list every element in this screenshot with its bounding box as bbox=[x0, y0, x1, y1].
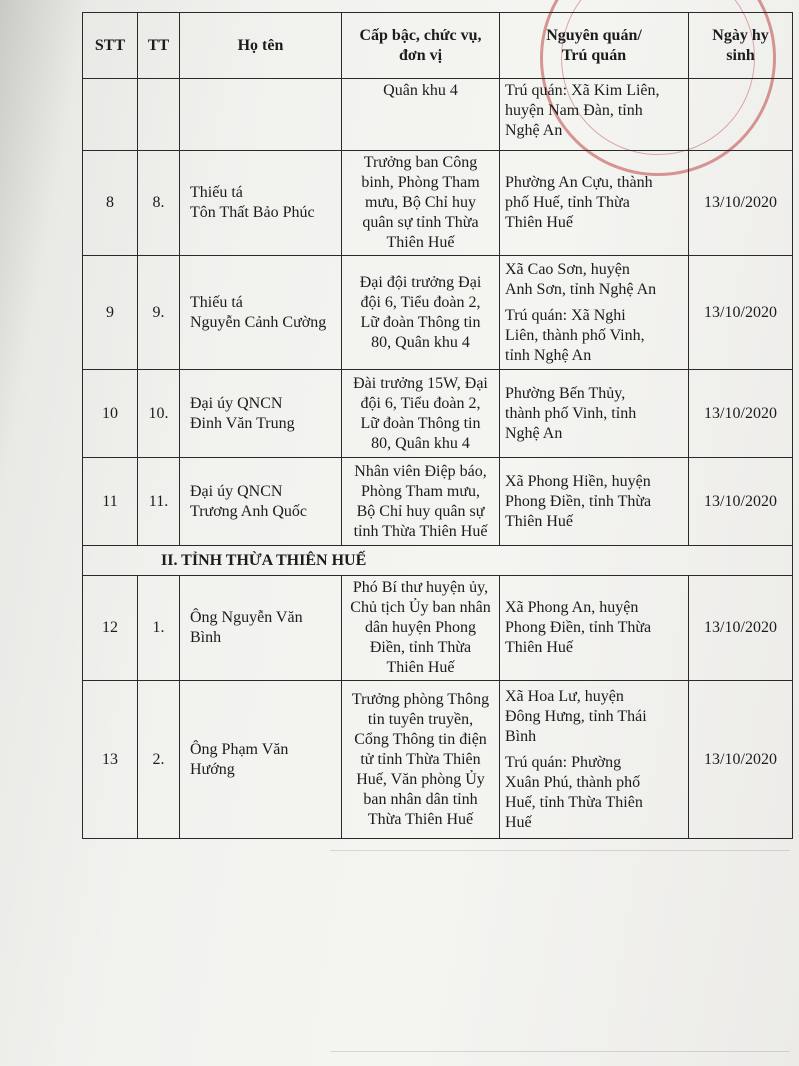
cell-tt: 2. bbox=[138, 681, 180, 839]
text-line: phố Huế, tỉnh Thừa bbox=[505, 194, 630, 211]
text-line: Thiếu tá bbox=[190, 184, 243, 201]
bleed-through-text bbox=[330, 850, 790, 1052]
text-line: tử tỉnh Thừa Thiên bbox=[360, 750, 481, 768]
text-line: Trưởng phòng Thông bbox=[351, 690, 490, 708]
text-line: Thiếu tá bbox=[190, 293, 243, 311]
cell-origin bbox=[500, 681, 689, 839]
text-line: Điền, tỉnh Thừa bbox=[369, 639, 472, 656]
cell-origin bbox=[500, 256, 689, 370]
text-line: Thiên Huế bbox=[505, 639, 573, 656]
table-header-row bbox=[83, 13, 793, 79]
header-stt: STT bbox=[83, 13, 138, 79]
text-line: Phòng Tham mưu, bbox=[360, 482, 481, 500]
cell-rank bbox=[342, 256, 500, 370]
text-line: 80, Quân khu 4 bbox=[371, 333, 470, 351]
cell-stt: 13 bbox=[83, 681, 138, 839]
header-date: Ngày hy sinh bbox=[689, 13, 793, 79]
text-line: Xã Hoa Lư, huyện bbox=[505, 687, 624, 705]
casualty-table bbox=[82, 12, 793, 839]
text-line: Trú quán: Xã Kim Liên, bbox=[505, 82, 660, 99]
text-line: Trú quán: Xã Nghi bbox=[505, 306, 626, 324]
cell-stt: 11 bbox=[83, 458, 138, 546]
text-line: Ông Phạm Văn bbox=[190, 740, 289, 758]
text-line: đội 6, Tiểu đoàn 2, bbox=[360, 394, 481, 412]
text-line: Huế, Văn phòng Ủy bbox=[356, 770, 485, 788]
text-line: Xã Phong Hiền, huyện bbox=[505, 472, 651, 490]
cell-date: 13/10/2020 bbox=[689, 681, 793, 839]
cell-origin bbox=[500, 370, 689, 458]
cell-rank bbox=[342, 681, 500, 839]
text-line: Cổng Thông tin điện bbox=[354, 730, 487, 748]
text-line: Bộ Chỉ huy quân sự bbox=[356, 502, 485, 520]
text-line: Xã Phong An, huyện bbox=[505, 599, 639, 616]
text-line: Bình bbox=[505, 727, 537, 745]
text-line: Phong Điền, tỉnh Thừa bbox=[505, 619, 652, 636]
table-row bbox=[83, 576, 793, 681]
cell-tt: 8. bbox=[138, 151, 180, 256]
header-origin: Nguyên quán/ Trú quán bbox=[500, 13, 689, 79]
cell-name bbox=[180, 681, 342, 839]
text-line: Thiên Huế bbox=[386, 234, 455, 251]
cell-origin bbox=[500, 151, 689, 256]
text-line: Đại úy QNCN bbox=[190, 394, 283, 412]
text-line: Đài trưởng 15W, Đại bbox=[353, 374, 488, 392]
text-line: Nghệ An bbox=[505, 122, 563, 139]
section-row bbox=[83, 546, 793, 576]
text-line: Thiên Huế bbox=[505, 214, 573, 231]
text-line: Đại đội trưởng Đại bbox=[359, 273, 482, 291]
cell-origin bbox=[500, 576, 689, 681]
text-line: Bình bbox=[190, 629, 222, 646]
continuation-rank bbox=[342, 79, 500, 151]
text-line: mưu, Bộ Chỉ huy bbox=[365, 194, 476, 211]
cell-tt: 11. bbox=[138, 458, 180, 546]
cell-date: 13/10/2020 bbox=[689, 151, 793, 256]
cell-date: 13/10/2020 bbox=[689, 576, 793, 681]
text-line: Phó Bí thư huyện ủy, bbox=[352, 579, 489, 596]
table-row bbox=[83, 256, 793, 370]
cell-name bbox=[180, 151, 342, 256]
cell-date: 13/10/2020 bbox=[689, 458, 793, 546]
text-line: Phong Điền, tỉnh Thừa bbox=[505, 492, 652, 510]
cell-stt: 8 bbox=[83, 151, 138, 256]
text-line: Trưởng ban Công bbox=[363, 154, 478, 171]
text-line: Huế, tỉnh Thừa Thiên bbox=[505, 793, 643, 811]
header-tt: TT bbox=[138, 13, 180, 79]
table-row bbox=[83, 370, 793, 458]
cell-tt: 1. bbox=[138, 576, 180, 681]
header-name: Họ tên bbox=[180, 13, 342, 79]
text-line: tin tuyên truyền, bbox=[367, 710, 474, 728]
text-line: binh, Phòng Tham bbox=[361, 174, 480, 191]
table-row bbox=[83, 681, 793, 839]
text-line: Hướng bbox=[190, 760, 235, 778]
text-line: Anh Sơn, tỉnh Nghệ An bbox=[505, 280, 657, 298]
text-line: quân sự tỉnh Thừa bbox=[362, 214, 479, 231]
cell-name bbox=[180, 576, 342, 681]
text-line: Thừa Thiên Huế bbox=[367, 810, 474, 828]
text-line: Lữ đoàn Thông tin bbox=[360, 414, 481, 432]
cell-origin bbox=[500, 458, 689, 546]
text-line: Phường An Cựu, thành bbox=[505, 174, 653, 191]
cell-name bbox=[180, 256, 342, 370]
cell-rank bbox=[342, 576, 500, 681]
text-line: tỉnh Nghệ An bbox=[505, 346, 592, 364]
cell-date: 13/10/2020 bbox=[689, 370, 793, 458]
text-line: Lữ đoàn Thông tin bbox=[360, 313, 481, 331]
text-line: 80, Quân khu 4 bbox=[371, 434, 470, 452]
section-title: II. TỈNH THỪA THIÊN HUẾ bbox=[83, 546, 793, 576]
text-line: Ông Nguyễn Văn bbox=[190, 609, 303, 626]
text-line: Trú quán: Phường bbox=[505, 753, 622, 771]
text-line: Đinh Văn Trung bbox=[190, 414, 295, 432]
cell-stt: 10 bbox=[83, 370, 138, 458]
cell-rank bbox=[342, 370, 500, 458]
cell-stt: 12 bbox=[83, 576, 138, 681]
text-line: Huế bbox=[505, 813, 532, 831]
text-line: Xuân Phú, thành phố bbox=[505, 773, 641, 791]
text-line: Trương Anh Quốc bbox=[190, 502, 307, 520]
text-line: Xã Cao Sơn, huyện bbox=[505, 260, 630, 278]
text-line: Đông Hưng, tỉnh Thái bbox=[505, 707, 647, 725]
table-row bbox=[83, 458, 793, 546]
text-line: tỉnh Thừa Thiên Huế bbox=[353, 522, 488, 540]
cell-rank bbox=[342, 151, 500, 256]
text-line: Nguyễn Cảnh Cường bbox=[190, 313, 327, 331]
text-line: dân huyện Phong bbox=[364, 619, 477, 636]
cell-name bbox=[180, 370, 342, 458]
text-line: đội 6, Tiểu đoàn 2, bbox=[360, 293, 481, 311]
text-line: Tôn Thất Bảo Phúc bbox=[190, 204, 315, 221]
cell-tt: 10. bbox=[138, 370, 180, 458]
continuation-origin bbox=[500, 79, 689, 151]
cell-tt: 9. bbox=[138, 256, 180, 370]
cell-date: 13/10/2020 bbox=[689, 256, 793, 370]
text-line: Đại úy QNCN bbox=[190, 482, 283, 500]
text-line: Nhân viên Điệp báo, bbox=[354, 462, 487, 480]
cell-rank bbox=[342, 458, 500, 546]
text-line: Thiên Huế bbox=[505, 512, 573, 530]
text-line: Thiên Huế bbox=[386, 659, 455, 676]
cell-stt: 9 bbox=[83, 256, 138, 370]
cell-name bbox=[180, 458, 342, 546]
text-line: ban nhân dân tỉnh bbox=[363, 790, 478, 808]
continuation-row bbox=[83, 79, 793, 151]
text-line: Chủ tịch Ủy ban nhân bbox=[350, 599, 491, 616]
text-line: huyện Nam Đàn, tỉnh bbox=[505, 102, 643, 119]
table-row bbox=[83, 151, 793, 256]
text-line: Nghệ An bbox=[505, 424, 563, 442]
header-rank: Cấp bậc, chức vụ, đơn vị bbox=[342, 13, 500, 79]
text-line: Quân khu 4 bbox=[383, 82, 458, 99]
text-line: Liên, thành phố Vinh, bbox=[505, 326, 645, 344]
text-line: Phường Bến Thủy, bbox=[505, 384, 626, 402]
text-line: thành phố Vinh, tỉnh bbox=[505, 404, 637, 422]
